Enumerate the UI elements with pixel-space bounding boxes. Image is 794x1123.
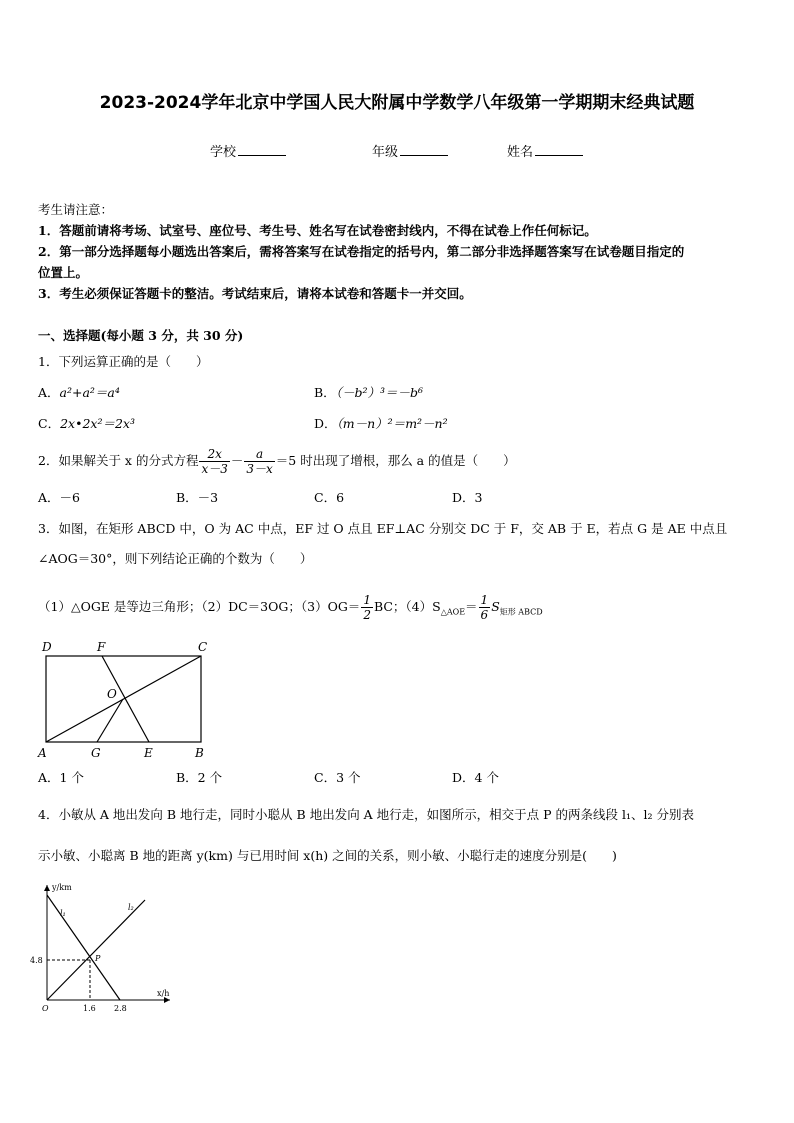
y-axis-arrow	[44, 885, 50, 891]
q3-stem-line2: ∠AOG＝30°，则下列结论正确的个数为（ ）	[38, 551, 313, 566]
q3-conclusions: （1）△OGE 是等边三角形；（2）DC＝3OG；（3）OG＝ $\frac{1}{2}$ BC；$(4)S_{\triangle AOE}=$ $\frac{1}{6}$ $S_{矩形 ABCD}$	[38, 593, 543, 622]
q1-option-d[interactable]: D．（m－n）²＝m²－n²	[314, 416, 448, 431]
line-l1	[47, 895, 120, 1000]
label-g: G	[91, 746, 101, 760]
q1-stem: 1．下列运算正确的是（ ）	[38, 354, 209, 369]
notice-item-2: 2．第一部分选择题每小题选出答案后，需将答案写在试卷指定的括号内，第二部分非选择题答案写在试卷题目指定的	[38, 244, 685, 259]
q4-graph	[30, 880, 180, 1020]
q4-stem-line2: 示小敏、小聪离 B 地的距离 y(km) 与已用时间 x(h) 之间的关系，则小敏、小聪行走的速度分别是( )	[38, 848, 617, 863]
school-label: 学校	[210, 145, 237, 160]
name-label: 姓名	[507, 145, 534, 160]
l1-label: l₁	[60, 909, 66, 918]
label-b: B	[195, 746, 204, 760]
l2-label: l₂	[128, 903, 134, 912]
q2-option-d[interactable]: D．3	[452, 490, 483, 505]
x-tick-1-label: 1.6	[83, 1004, 96, 1013]
x-tick-2-label: 2.8	[114, 1004, 127, 1013]
notice-heading: 考生请注意：	[38, 202, 114, 217]
y-tick-label: 4.8	[30, 956, 43, 965]
q3-rectangle-figure	[30, 636, 220, 764]
label-d: D	[42, 640, 52, 654]
school-blank[interactable]	[238, 142, 286, 156]
notice-item-3: 3．考生必须保证答题卡的整洁。考试结束后，请将本试卷和答题卡一并交回。	[38, 286, 472, 301]
q2-fraction-1: $\frac{2x}{x-3}$	[201, 447, 228, 476]
q2-stem: 2．如果解关于 x 的分式方程 $\frac{2x}{x-3}$ － $\frac{a}{3-x}$ ＝5 时出现了增根，那么 a 的值是（ ）	[38, 447, 516, 476]
q2-option-b[interactable]: B．－3	[176, 490, 219, 505]
q2-option-a[interactable]: A．－6	[38, 490, 80, 505]
section-heading: 一、选择题(每小题 3 分，共 30 分)	[38, 328, 244, 343]
label-a: A	[38, 746, 47, 760]
q2-fraction-2: $\frac{a}{3-x}$	[246, 447, 273, 476]
q1-option-b[interactable]: B．（－b²）³＝－b⁶	[314, 385, 423, 400]
q2-option-c[interactable]: C．6	[314, 490, 345, 505]
x-axis-label: x/h	[157, 989, 170, 998]
name-field[interactable]	[507, 141, 583, 160]
page-title: 2023-2024学年北京中学国人民大附属中学数学八年级第一学期期末经典试题	[99, 93, 695, 113]
label-o: O	[107, 687, 117, 701]
notice-item-1: 1．答题前请将考场、试室号、座位号、考生号、姓名写在试卷密封线内，不得在试卷上作任何标记。	[38, 223, 597, 238]
q3-option-c[interactable]: C．3 个	[314, 770, 361, 785]
q1-option-a[interactable]: A．a²+a²＝a⁴	[38, 385, 120, 400]
notice-item-2-cont: 位置上。	[38, 265, 89, 280]
q3-stem-line1: 3．如图，在矩形 ABCD 中，O 为 AC 中点，EF 过 O 点且 EF⊥AC 分别交 DC 于 F，交 AB 于 E，若点 G 是 AE 中点且	[38, 521, 728, 536]
label-f: F	[97, 640, 106, 654]
q3-fraction-half: $\frac{1}{2}$	[363, 593, 371, 622]
segment-og	[97, 699, 123, 742]
origin-label: O	[42, 1004, 49, 1013]
q3-option-a[interactable]: A．1 个	[38, 770, 84, 785]
q1-option-c[interactable]: C．2x•2x²＝2x³	[38, 416, 135, 431]
point-p-label: P	[95, 954, 101, 963]
grade-label: 年级	[372, 145, 399, 160]
q3-option-b[interactable]: B．2 个	[176, 770, 223, 785]
y-axis-label: y/km	[52, 883, 72, 892]
name-blank[interactable]	[535, 142, 583, 156]
q4-stem-line1: 4．小敏从 A 地出发向 B 地行走，同时小聪从 B 地出发向 A 地行走，如图所示，相交于点 P 的两条线段 l₁、l₂ 分别表	[38, 807, 694, 822]
label-c: C	[198, 640, 208, 654]
label-e: E	[144, 746, 153, 760]
grade-blank[interactable]	[400, 142, 448, 156]
grade-field[interactable]	[372, 141, 448, 160]
school-field[interactable]	[210, 141, 286, 160]
q3-option-d[interactable]: D．4 个	[452, 770, 499, 785]
diagonal-ac	[46, 656, 201, 742]
q3-fraction-sixth: $\frac{1}{6}$	[480, 593, 489, 622]
